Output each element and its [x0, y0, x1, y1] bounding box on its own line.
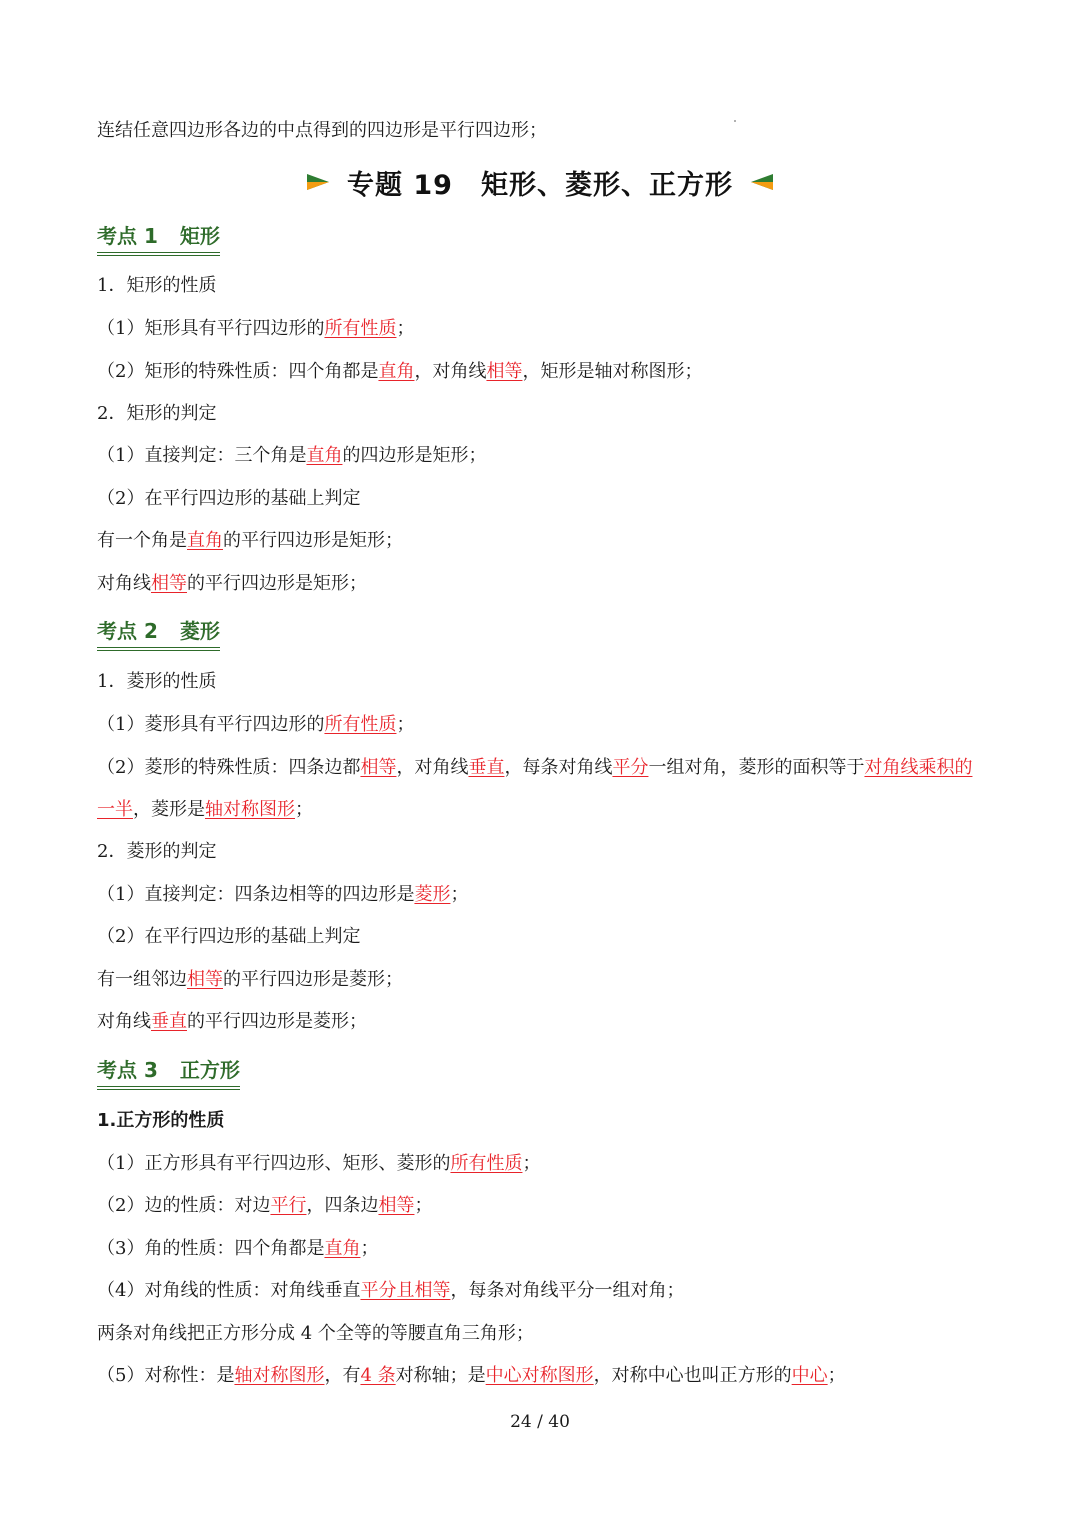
text-span: 的平行四边形是菱形； — [187, 1011, 367, 1032]
section-heading-3 — [97, 1056, 240, 1090]
text-span: （2）边的性质：对边 — [97, 1195, 271, 1216]
text-span: ； — [414, 1195, 433, 1216]
text-line — [97, 1236, 987, 1262]
page-number: 24 / 40 — [510, 1412, 570, 1432]
text-span: ； — [295, 799, 313, 820]
text-line — [97, 1193, 987, 1219]
section-name: 菱形 — [179, 619, 220, 643]
text-span: （1）菱形具有平行四边形的 — [97, 714, 325, 735]
text-line: 两条对角线把正方形分成 4 个全等的等腰直角三角形； — [97, 1323, 534, 1344]
section-label: 考点 2 — [97, 619, 158, 643]
text-line — [97, 571, 987, 597]
key-term: 轴对称图形 — [234, 1365, 325, 1386]
text-line — [97, 967, 987, 993]
key-term: 相等 — [151, 573, 187, 594]
text-span: 的四边形是矩形； — [342, 445, 487, 466]
text-span: （5）对称性：是 — [97, 1365, 235, 1386]
section-label: 考点 3 — [97, 1058, 158, 1082]
text-line — [97, 443, 987, 469]
section-label: 考点 1 — [97, 224, 158, 248]
text-line — [97, 1363, 987, 1389]
key-term: 所有性质 — [324, 714, 397, 735]
text-span: ，矩形是轴对称图形； — [522, 361, 703, 382]
text-span: ，对角线 — [414, 361, 487, 382]
text-line: 2．矩形的判定 — [97, 403, 217, 424]
text-span: ； — [827, 1365, 846, 1386]
text-line — [97, 882, 987, 908]
key-term: 直角 — [187, 530, 223, 551]
key-term: 平分 — [612, 757, 649, 778]
text-span: ，菱形是 — [133, 799, 205, 820]
text-span: （1）直接判定：三个角是 — [97, 445, 307, 466]
text-line: （2）在平行四边形的基础上判定 — [97, 488, 361, 509]
text-line — [97, 1278, 987, 1304]
key-term: 对角线乘积的一半 — [97, 757, 973, 820]
intro-line: 连结任意四边形各边的中点得到的四边形是平行四边形； — [97, 120, 547, 141]
text-paragraph — [97, 747, 987, 831]
text-span: 一组对角，菱形的面积等于 — [648, 757, 865, 778]
text-line: 1．菱形的性质 — [97, 671, 217, 692]
text-span: （2）菱形的特殊性质：四条边都 — [97, 757, 361, 778]
chapter-number: 专题 19 — [347, 169, 453, 201]
text-span: （1）矩形具有平行四边形的 — [97, 318, 325, 339]
key-term: 相等 — [187, 969, 223, 990]
key-term: 相等 — [378, 1195, 415, 1216]
key-term: 垂直 — [151, 1011, 187, 1032]
text-line: （2）在平行四边形的基础上判定 — [97, 926, 361, 947]
left-arrow-icon — [749, 172, 775, 192]
chapter-name: 矩形、菱形、正方形 — [480, 169, 733, 201]
section-heading-1 — [97, 222, 220, 256]
key-term: 所有性质 — [324, 318, 397, 339]
text-span: 的平行四边形是菱形； — [223, 969, 403, 990]
text-span: （1）正方形具有平行四边形、矩形、菱形的 — [97, 1153, 451, 1174]
text-span: 对称轴；是 — [395, 1365, 486, 1386]
key-term: 直角 — [306, 445, 343, 466]
text-line — [97, 359, 987, 385]
key-term: 相等 — [360, 757, 397, 778]
key-term: 直角 — [324, 1238, 361, 1259]
key-term: 中心 — [791, 1365, 828, 1386]
text-span: 的平行四边形是矩形； — [223, 530, 403, 551]
section-name: 矩形 — [179, 224, 220, 248]
key-term: 轴对称图形 — [205, 799, 295, 820]
text-line — [97, 316, 987, 342]
text-span: （4）对角线的性质：对角线垂直 — [97, 1280, 361, 1301]
text-span: ，对称中心也叫正方形的 — [593, 1365, 792, 1386]
text-span: ，有 — [324, 1365, 361, 1386]
text-span: ； — [396, 318, 415, 339]
text-span: ，每条对角线 — [504, 757, 613, 778]
chapter-title — [0, 160, 1080, 204]
text-span: 对角线 — [97, 573, 151, 594]
text-span: ； — [450, 884, 469, 905]
key-term: 平分且相等 — [360, 1280, 451, 1301]
text-line — [97, 528, 987, 554]
text-line — [97, 1009, 987, 1035]
text-span: 对角线 — [97, 1011, 151, 1032]
text-span: 的平行四边形是矩形； — [187, 573, 367, 594]
text-span: （1）直接判定：四条边相等的四边形是 — [97, 884, 415, 905]
text-span: 有一个角是 — [97, 530, 187, 551]
subheading: 1.正方形的性质 — [97, 1110, 225, 1131]
key-term: 4 条 — [360, 1365, 396, 1386]
text-span: （2）矩形的特殊性质：四个角都是 — [97, 361, 379, 382]
text-span: ，每条对角线平分一组对角； — [450, 1280, 685, 1301]
right-arrow-icon — [305, 172, 331, 192]
text-line: 2．菱形的判定 — [97, 841, 217, 862]
text-span: ，四条边 — [306, 1195, 379, 1216]
text-span: ，对角线 — [396, 757, 469, 778]
text-span: ； — [522, 1153, 541, 1174]
key-term: 直角 — [378, 361, 415, 382]
text-span: （3）角的性质：四个角都是 — [97, 1238, 325, 1259]
text-span: 有一组邻边 — [97, 969, 187, 990]
text-line: 1．矩形的性质 — [97, 275, 217, 296]
section-name: 正方形 — [179, 1058, 240, 1082]
key-term: 中心对称图形 — [485, 1365, 594, 1386]
text-span: ； — [396, 714, 415, 735]
key-term: 平行 — [270, 1195, 307, 1216]
key-term: 相等 — [486, 361, 523, 382]
text-line — [97, 712, 987, 738]
section-heading-2 — [97, 617, 220, 651]
text-line — [97, 1151, 987, 1177]
text-span: ； — [360, 1238, 379, 1259]
key-term: 所有性质 — [450, 1153, 523, 1174]
key-term: 垂直 — [468, 757, 505, 778]
key-term: 菱形 — [414, 884, 451, 905]
